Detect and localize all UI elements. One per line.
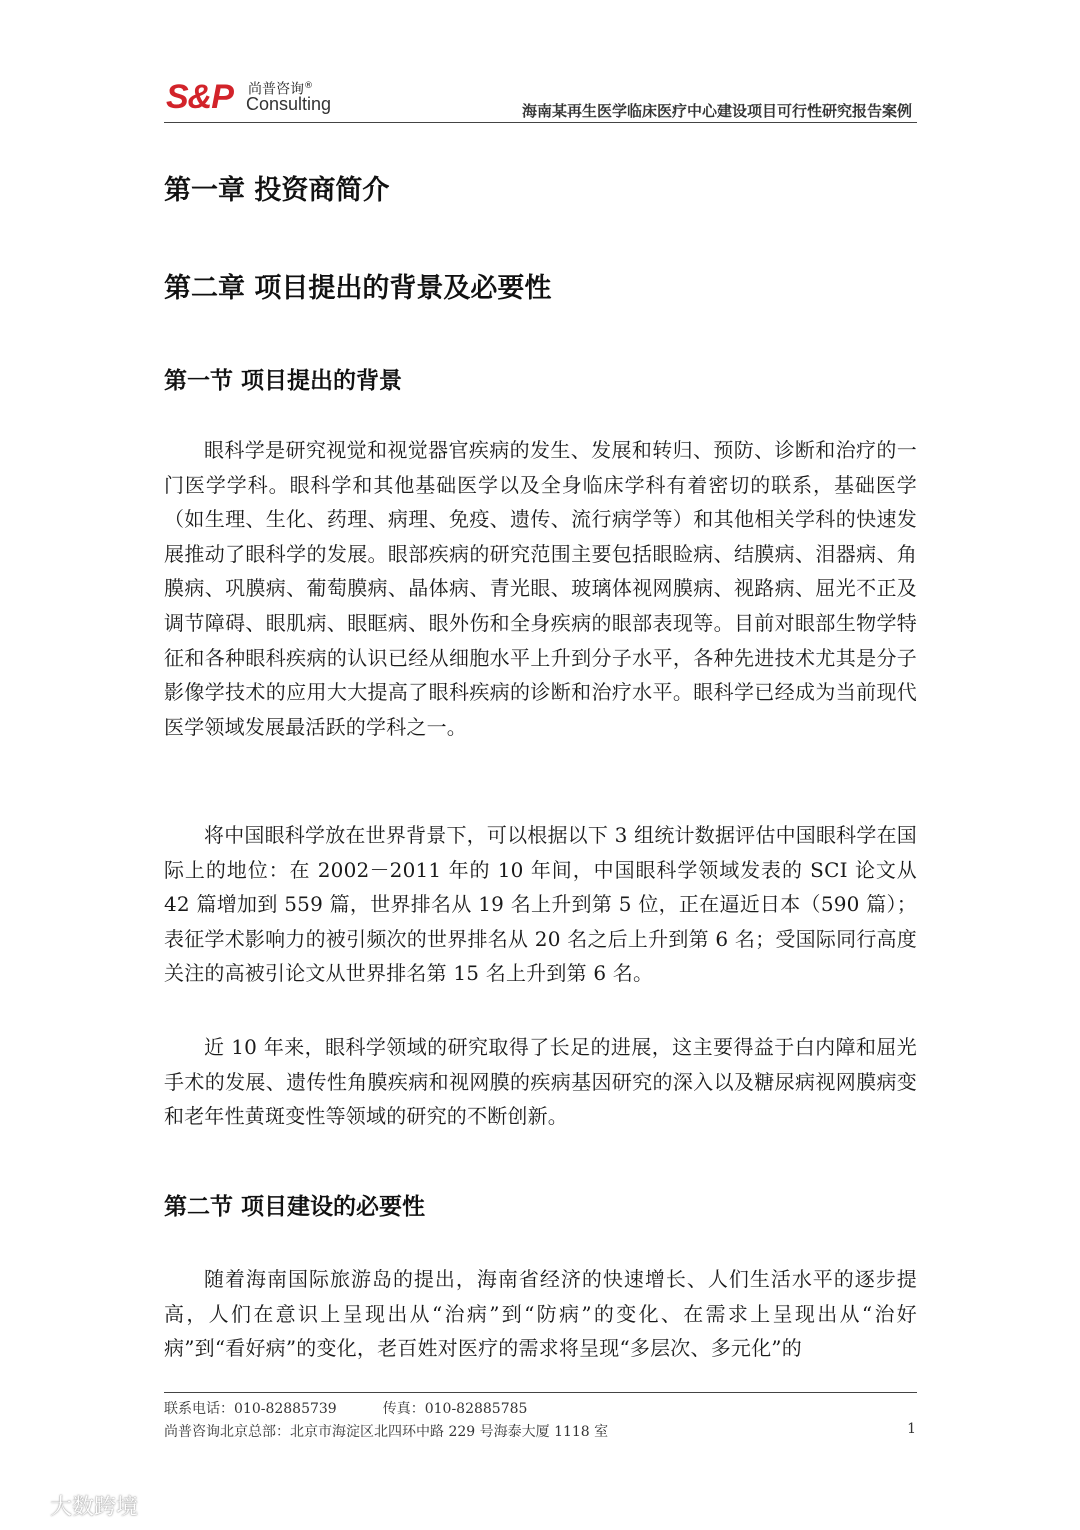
chapter-1-heading: 第一章 投资商简介 (164, 175, 390, 206)
footer-fax: 传真：010-82885785 (382, 1401, 528, 1417)
watermark (10, 1490, 138, 1520)
section-2-heading: 第二节 项目建设的必要性 (164, 1194, 426, 1220)
logo-chinese-name: 尚普咨询® (248, 81, 313, 98)
paragraph: 随着海南国际旅游岛的提出，海南省经济的快速增长、人们生活水平的逐步提高，人们在意识上呈现出从“治病”到“防病”的变化、在需求上呈现出从“治好病”到“看好病”的变化，老百姓对医疗的需求将呈现“多层次、多元化”的 (164, 1267, 917, 1361)
paragraph: 将中国眼科学放在世界背景下，可以根据以下 3 组统计数据评估中国眼科学在国际上的地位：在 2002－2011 年的 10 年间，中国眼科学领域发表的 SCI 论文从 42 篇增加到 559 篇，世界排名从 19 名上升到第 5 位，正在逼近日本（590 篇）；表征学术影响力的被引频次的世界排名从 20 名之后上升到第 6 名；受国际同行高度关注的高被引论文从世界排名第 15 名上升到第 6 名。 (164, 823, 917, 986)
section-1-heading: 第一节 项目提出的背景 (164, 368, 403, 394)
chapter-2-heading: 第二章 项目提出的背景及必要性 (164, 273, 552, 304)
paragraph: 眼科学是研究视觉和视觉器官疾病的发生、发展和转归、预防、诊断和治疗的一门医学学科。眼科学和其他基础医学以及全身临床学科有着密切的联系，基础医学（如生理、生化、药理、病理、免疫、遗传、流行病学等）和其他相关学科的快速发展推动了眼科学的发展。眼部疾病的研究范围主要包括眼睑病、结膜病、泪器病、角膜病、巩膜病、葡萄膜病、晶体病、青光眼、玻璃体视网膜病、视路病、屈光不正及调节障碍、眼肌病、眼眶病、眼外伤和全身疾病的眼部表现等。目前对眼部生物学特征和各种眼科疾病的认识已经从细胞水平上升到分子水平，各种先进技术尤其是分子影像学技术的应用大大提高了眼科疾病的诊断和治疗水平。眼科学已经成为当前现代医学领域发展最活跃的学科之一。 (164, 438, 917, 739)
watermark-text: 大数跨境 (50, 1495, 139, 1520)
header-title: 海南某再生医学临床医疗中心建设项目可行性研究报告案例 (521, 102, 912, 120)
page-number: 1 (907, 1421, 916, 1437)
logo-english-name: Consulting (246, 94, 332, 114)
logo-mark: S&P (166, 78, 233, 116)
footer-phone: 联系电话：010-82885739 (164, 1401, 337, 1417)
paragraph: 近 10 年来，眼科学领域的研究取得了长足的进展，这主要得益于白内障和屈光手术的发展、遗传性角膜疾病和视网膜的疾病基因研究的深入以及糖尿病视网膜病变和老年性黄斑变性等领域的研究的不断创新。 (164, 1035, 917, 1129)
header-divider (164, 122, 917, 123)
watermark-logo-icon (10, 1496, 44, 1520)
footer-address: 尚普咨询北京总部：北京市海淀区北四环中路 229 号海泰大厦 1118 室 (164, 1424, 609, 1440)
footer-contact (164, 1398, 527, 1418)
footer-divider (164, 1392, 917, 1393)
